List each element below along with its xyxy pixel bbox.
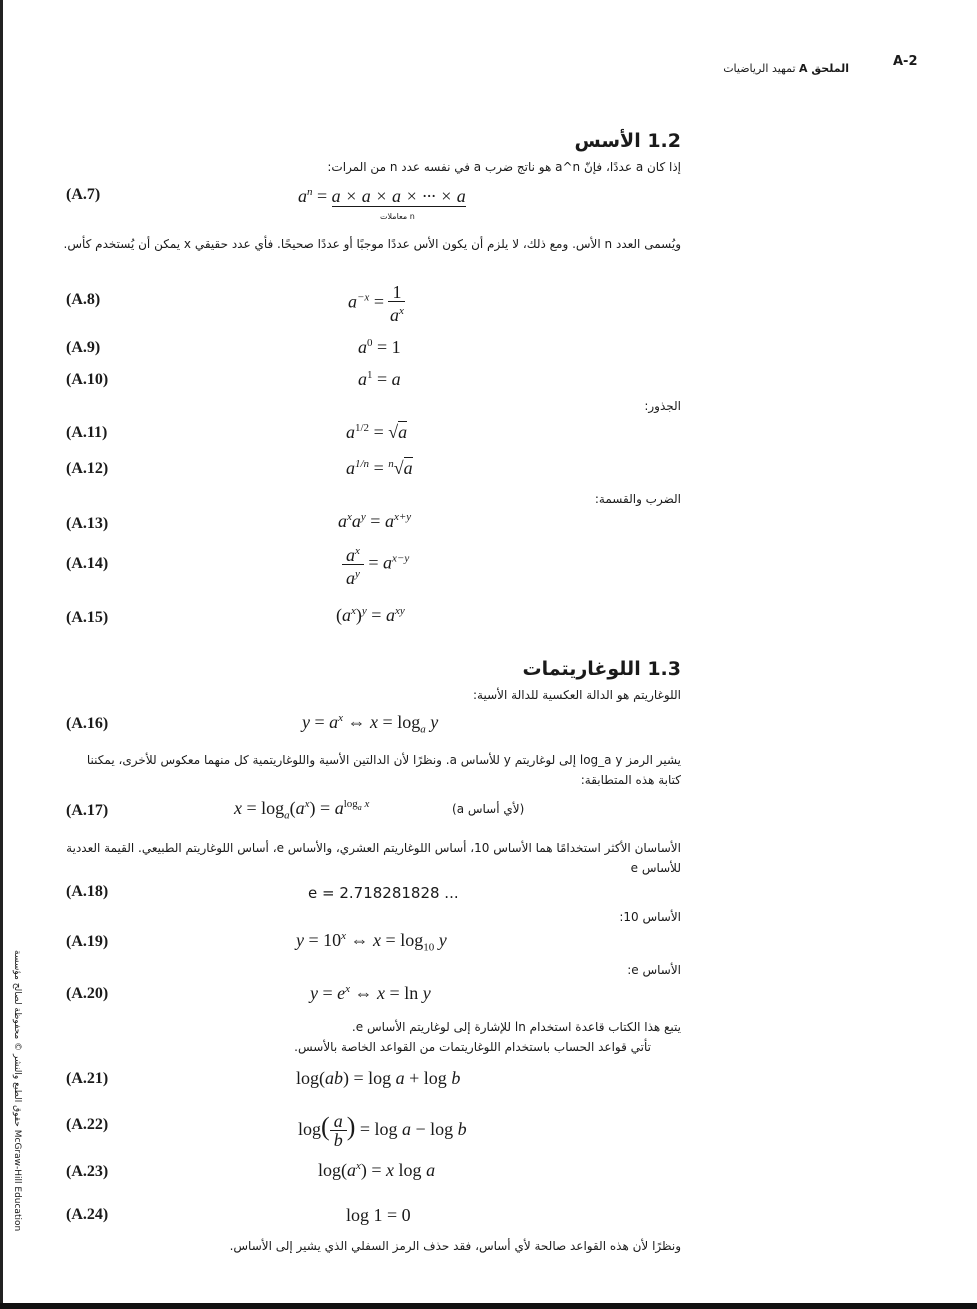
logarithms-paragraph-2: الأساسان الأكثر استخدامًا هما الأساس 10، أساس اللوغاريتم العشري، والأساس e، أساس اللوغاريتم الطبيعي. القيمة العددية للأساس e: [66, 841, 681, 875]
equation-a7: $a^n = a \times a \times a$ × ··· × a: [298, 186, 466, 206]
equation-a16: $y = a^x$ ⇔ $x = \log_a y$: [302, 712, 439, 736]
any-base-note: (لأي أساس a): [452, 802, 525, 816]
eq-number: (A.23): [66, 1163, 109, 1180]
logarithms-paragraph-1: يشير الرمز log_a y إلى لوغاريتم y للأساس a. ونظرًا لأن الدالتين الأسية واللوغاريتمية كل منهما معكوس للأخرى، يمكننا كتابة هذه المتطابقة:: [86, 753, 681, 787]
equation-a14: $\frac{a^x}{a^y}$ = $a^{x-y}$: [342, 542, 409, 587]
equation-a17: $x = \log_a(a^x) = a^{log_a x}$: [234, 798, 370, 822]
eq-number: (A.15): [66, 609, 109, 626]
eq-number: (A.18): [66, 883, 109, 900]
logarithms-paragraph-4: تأتي قواعد الحساب باستخدام اللوغاريتمات من القواعد الخاصة بالأسس.: [294, 1040, 651, 1054]
mult-div-label: الضرب والقسمة:: [594, 492, 681, 506]
equation-a18: e = 2.718281828 ...: [308, 884, 459, 902]
equation-a22: log( $\frac{a}{b}$ ) = log a − log b: [298, 1111, 467, 1151]
equation-a21: log(ab) = log a + log b: [296, 1068, 461, 1088]
eq-number: (A.13): [66, 515, 109, 532]
appendix-title: تمهيد الرياضيات: [723, 62, 796, 75]
eq-number: (A.11): [66, 424, 108, 441]
base-e-label: الأساس e:: [627, 963, 681, 977]
equation-a13: $a^xa^y = a^{x+y}$: [338, 511, 412, 531]
page-left-edge: [0, 0, 3, 1309]
equation-a19: $y = 10^x$ ⇔ $x = \log_{10} y$: [296, 930, 447, 954]
running-header: [723, 62, 849, 75]
logarithms-footer-paragraph: ونظرًا لأن هذه القواعد صالحة لأي أساس، فقد حذف الرمز السفلي الذي يشير إلى الأساس.: [229, 1239, 681, 1253]
exponents-paragraph: ويُسمى العدد n الأس. ومع ذلك، لا يلزم أن يكون الأس عددًا موجبًا أو عددًا صحيحًا. فأي عدد حقيقي x يمكن أن يُستخدم كأس.: [63, 237, 681, 251]
eq-number: (A.10): [66, 371, 109, 388]
appendix-label: الملحق A: [799, 62, 849, 75]
equation-a20: $y = e^x$ ⇔ x = ln y: [310, 983, 431, 1003]
eq-number: (A.9): [66, 339, 101, 356]
underbrace-label: n معاملات: [380, 212, 415, 221]
eq-number: (A.19): [66, 933, 109, 950]
base-10-label: الأساس 10:: [619, 910, 681, 924]
equation-a15: $(a^x)^y = a^{xy}$: [336, 605, 405, 625]
copyright-sidebar: [8, 950, 22, 1250]
equation-a12: $a^{1/n} = ^n√a$: [346, 458, 413, 478]
equation-a9: $a^0 = 1$: [358, 337, 401, 357]
logarithms-intro: اللوغاريتم هو الدالة العكسية للدالة الأسية:: [473, 688, 681, 702]
page-number: A-2: [893, 54, 918, 69]
equation-a10: $a^1 = a$: [358, 369, 401, 389]
exponents-intro: إذا كان a عددًا، فإنّ a^n هو ناتج ضرب a في نفسه عدد n من المرات:: [327, 160, 681, 174]
eq-number: (A.20): [66, 985, 109, 1002]
equation-a11: $a^{1/2} = √a$: [346, 422, 408, 442]
equation-a23: $\log(a^x) = x$ log a: [318, 1160, 436, 1180]
eq-number: (A.12): [66, 460, 109, 477]
copyright-text: حقوق الطبع والنشر © محفوظة لصالح مؤسسة McGraw-Hill Education: [12, 950, 22, 1232]
equation-a8: $a^{-x}$ = $\frac{1}{a^x}$: [348, 282, 404, 325]
eq-number: (A.14): [66, 555, 109, 572]
eq-number: (A.8): [66, 291, 101, 308]
roots-label: الجذور:: [644, 399, 681, 413]
page-bottom-edge: [0, 1303, 977, 1309]
logarithms-paragraph-3: يتبع هذا الكتاب قاعدة استخدام ln للإشارة إلى لوغاريتم الأساس e.: [351, 1020, 681, 1034]
eq-number: (A.16): [66, 715, 109, 732]
eq-number: (A.21): [66, 1070, 109, 1087]
equation-a24: log 1 = 0: [346, 1205, 411, 1225]
eq-number: (A.17): [66, 802, 109, 819]
eq-number: (A.7): [66, 186, 101, 203]
eq-number: (A.22): [66, 1116, 109, 1133]
section-title-logarithms: 1.3 اللوغاريتمات: [522, 658, 681, 680]
section-title-exponents: 1.2 الأسس: [574, 130, 681, 152]
eq-number: (A.24): [66, 1206, 109, 1223]
